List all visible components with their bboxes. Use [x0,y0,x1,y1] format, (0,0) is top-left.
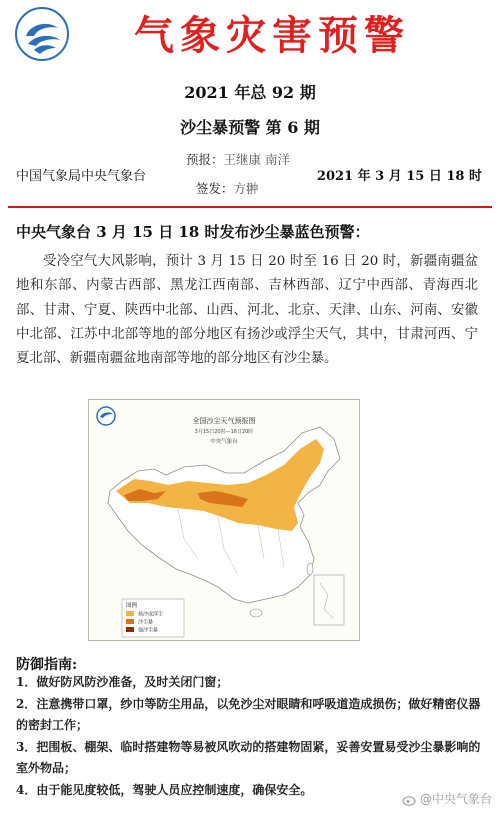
guide-item-1: 1．做好防风防沙准备，及时关闭门窗； [16,675,229,689]
forecasters-label: 预报： [186,152,224,167]
taiwan-island [307,563,313,575]
legend-swatch-2 [126,619,134,624]
dust-forecast-map [88,399,360,641]
legend-label-2: 沙尘暴 [138,619,154,626]
signer [196,179,259,197]
weibo-icon [402,794,416,806]
weibo-watermark [402,790,492,807]
legend-swatch-3 [126,627,134,632]
hainan-island [250,609,262,617]
guide-list [16,672,486,801]
south-china-sea-inset [314,575,344,625]
guide-title: 防御指南: [16,657,78,673]
warning-type-line: 沙尘暴预警 第 6 期 [180,118,320,137]
bulletin-meta [0,148,500,202]
legend-swatch-1 [126,611,134,616]
map-subtitle: 3月15日20时—16日20时 [194,429,254,435]
signer-label: 签发： [196,181,234,196]
guide-item-2: 2．注意携带口罩，纱巾等防尘用品，以免沙尘对眼睛和呼吸道造成损伤；做好精密仪器的密封工作； [16,696,481,732]
forecasters [186,150,290,168]
cma-logo-icon [14,6,70,62]
map-agency: 中央气象台 [210,439,238,445]
warning-body: 受冷空气大风影响，预计 3 月 15 日 20 时至 16 日 20 时，新疆南疆盆地和东部、内蒙古西部、黑龙江西南部、吉林西部、辽宁中西部、青海西北部、甘肃、宁夏、陕西中北部、山西、河北、北京、天津、山东、河南、安徽中北部、江苏中北部等地的部分地区有扬沙或浮尘天气，其中，甘肃河西、宁夏北部、新疆南疆盆地南部等地的部分地区有沙尘暴。 [16,254,478,367]
forecasters-names: 王继康 南洋 [223,152,290,167]
header-divider [8,206,492,208]
legend-label-3: 强沙尘暴 [138,627,159,634]
legend-label-1: 扬沙或浮尘 [138,611,164,618]
guide-item-3: 3．把围板、棚架、临时搭建物等易被风吹动的搭建物固紧，妥善安置易受沙尘暴影响的室外物品； [16,739,481,775]
map-title: 全国沙尘天气预报图 [192,417,256,425]
map-legend [122,599,184,637]
issue-datetime: 2021 年 3 月 15 日 18 时 [316,169,482,184]
issuer: 中国气象局中央气象台 [16,169,147,184]
legend-title: 图例 [126,603,138,609]
header [0,0,500,68]
signer-name: 方翀 [233,181,259,196]
headline: 中央气象台 3 月 15 日 18 时发布沙尘暴蓝色预警： [16,223,370,241]
issue-number: 2021 年总 92 期 [184,83,316,102]
watermark-text: @中央气象台 [419,792,492,806]
guide-item-4: 4．由于能见度较低，驾驶人员应控制速度，确保安全。 [16,782,313,797]
warning-title: 气象灾害预警 [134,12,410,59]
